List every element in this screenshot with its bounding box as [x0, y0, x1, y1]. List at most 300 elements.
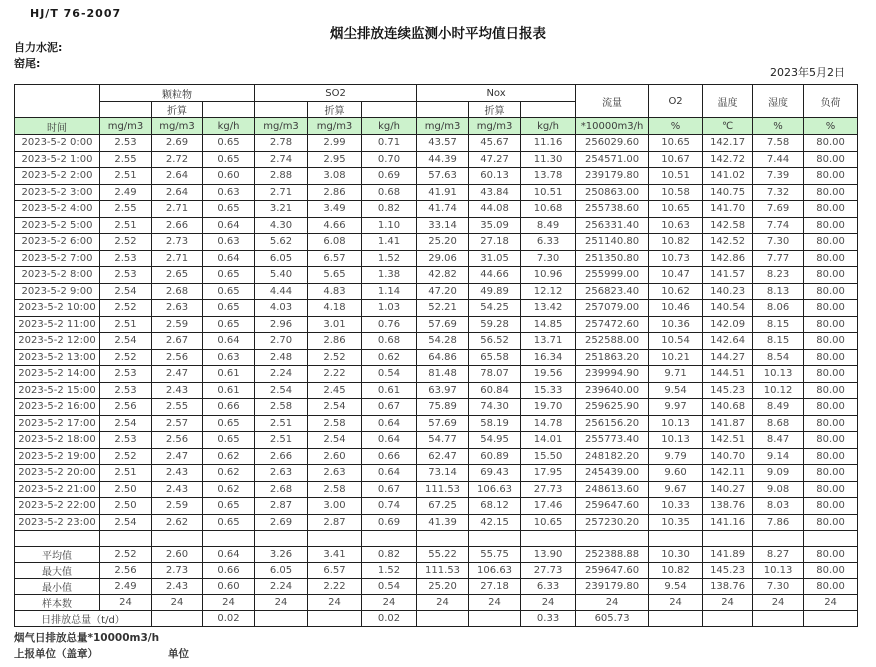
summary-value-cell: 24 — [469, 595, 521, 611]
value-cell: 1.52 — [362, 250, 417, 267]
header-group-row — [15, 85, 858, 102]
value-cell: 2.50 — [100, 498, 152, 515]
value-cell: 10.67 — [649, 151, 703, 168]
value-cell: 2.51 — [255, 432, 308, 449]
table-row — [15, 481, 858, 498]
value-cell: 142.11 — [703, 465, 753, 482]
value-cell: 54.25 — [469, 300, 521, 317]
summary-value-cell: 6.33 — [521, 579, 576, 595]
value-cell: 141.70 — [703, 201, 753, 218]
summary-value-cell: 239179.80 — [576, 579, 649, 595]
value-cell: 239179.80 — [576, 168, 649, 185]
unit-cell: ℃ — [703, 118, 753, 135]
value-cell: 8.49 — [521, 217, 576, 234]
value-cell: 25.20 — [417, 234, 469, 251]
summary-value-cell: 24 — [362, 595, 417, 611]
value-cell: 0.65 — [203, 514, 255, 531]
time-cell: 2023-5-2 8:00 — [15, 267, 100, 284]
value-cell: 2.71 — [152, 250, 203, 267]
value-cell: 9.09 — [753, 465, 804, 482]
value-cell: 10.68 — [521, 201, 576, 218]
value-cell: 248613.60 — [576, 481, 649, 498]
summary-value-cell: 24 — [203, 595, 255, 611]
value-cell: 2.60 — [308, 448, 362, 465]
value-cell: 57.69 — [417, 316, 469, 333]
value-cell: 2.73 — [152, 234, 203, 251]
value-cell: 2.86 — [308, 333, 362, 350]
value-cell: 8.47 — [753, 432, 804, 449]
value-cell: 0.62 — [203, 481, 255, 498]
so2-converted-header: 折算 — [308, 102, 362, 118]
table-row — [15, 250, 858, 267]
value-cell: 2.74 — [255, 151, 308, 168]
value-cell: 4.18 — [308, 300, 362, 317]
value-cell: 2.24 — [255, 366, 308, 383]
value-cell: 80.00 — [804, 201, 858, 218]
value-cell: 2.51 — [100, 465, 152, 482]
value-cell: 245439.00 — [576, 465, 649, 482]
value-cell: 2.64 — [152, 168, 203, 185]
value-cell: 17.46 — [521, 498, 576, 515]
pm-group-header: 颗粒物 — [100, 85, 255, 102]
time-cell: 2023-5-2 15:00 — [15, 382, 100, 399]
standard-number: HJ/T 76-2007 — [30, 7, 122, 20]
summary-value-cell: 24 — [521, 595, 576, 611]
daily-total-cell — [152, 611, 203, 627]
summary-row — [15, 547, 858, 563]
value-cell: 141.02 — [703, 168, 753, 185]
value-cell: 0.63 — [203, 349, 255, 366]
table-row — [15, 201, 858, 218]
value-cell: 9.14 — [753, 448, 804, 465]
value-cell: 0.74 — [362, 498, 417, 515]
value-cell: 2.69 — [255, 514, 308, 531]
unit-label: 单位 — [168, 648, 189, 660]
summary-value-cell: 24 — [417, 595, 469, 611]
value-cell: 250863.00 — [576, 184, 649, 201]
daily-total-cell — [469, 611, 521, 627]
value-cell: 0.67 — [362, 399, 417, 416]
empty-cell — [308, 531, 362, 547]
value-cell: 10.65 — [649, 135, 703, 152]
value-cell: 2.63 — [308, 465, 362, 482]
value-cell: 0.65 — [203, 432, 255, 449]
value-cell: 9.97 — [649, 399, 703, 416]
time-cell: 2023-5-2 11:00 — [15, 316, 100, 333]
o2-header: O2 — [649, 85, 703, 118]
value-cell: 81.48 — [417, 366, 469, 383]
value-cell: 10.13 — [649, 415, 703, 432]
time-cell: 2023-5-2 4:00 — [15, 201, 100, 218]
value-cell: 2.53 — [100, 382, 152, 399]
value-cell: 2.52 — [100, 234, 152, 251]
value-cell: 2.58 — [308, 481, 362, 498]
summary-value-cell: 55.22 — [417, 547, 469, 563]
value-cell: 54.28 — [417, 333, 469, 350]
value-cell: 1.38 — [362, 267, 417, 284]
empty-cell — [100, 102, 152, 118]
value-cell: 45.67 — [469, 135, 521, 152]
value-cell: 251863.20 — [576, 349, 649, 366]
value-cell: 2.55 — [100, 201, 152, 218]
value-cell: 0.64 — [362, 465, 417, 482]
value-cell: 2.51 — [100, 168, 152, 185]
empty-cell — [649, 531, 703, 547]
value-cell: 8.06 — [753, 300, 804, 317]
reporting-unit-label: 上报单位（盖章） — [14, 648, 98, 660]
value-cell: 3.01 — [308, 316, 362, 333]
value-cell: 2.51 — [100, 217, 152, 234]
time-cell: 2023-5-2 1:00 — [15, 151, 100, 168]
value-cell: 15.50 — [521, 448, 576, 465]
value-cell: 41.39 — [417, 514, 469, 531]
value-cell: 80.00 — [804, 382, 858, 399]
summary-value-cell: 10.30 — [649, 547, 703, 563]
unit-cell: mg/m3 — [308, 118, 362, 135]
summary-value-cell: 141.89 — [703, 547, 753, 563]
value-cell: 142.17 — [703, 135, 753, 152]
value-cell: 64.86 — [417, 349, 469, 366]
summary-value-cell: 24 — [100, 595, 152, 611]
summary-value-cell: 0.66 — [203, 563, 255, 579]
monitoring-table — [14, 84, 858, 627]
value-cell: 2.53 — [100, 267, 152, 284]
value-cell: 0.76 — [362, 316, 417, 333]
value-cell: 2.78 — [255, 135, 308, 152]
value-cell: 80.00 — [804, 168, 858, 185]
daily-total-cell: 0.02 — [362, 611, 417, 627]
value-cell: 0.60 — [203, 168, 255, 185]
value-cell: 7.77 — [753, 250, 804, 267]
summary-value-cell: 80.00 — [804, 547, 858, 563]
value-cell: 12.12 — [521, 283, 576, 300]
table-row — [15, 432, 858, 449]
value-cell: 142.09 — [703, 316, 753, 333]
summary-row — [15, 595, 858, 611]
empty-cell — [753, 531, 804, 547]
summary-value-cell: 2.22 — [308, 579, 362, 595]
value-cell: 1.14 — [362, 283, 417, 300]
summary-label: 最大值 — [15, 563, 100, 579]
value-cell: 10.63 — [649, 217, 703, 234]
summary-value-cell: 55.75 — [469, 547, 521, 563]
time-cell: 2023-5-2 21:00 — [15, 481, 100, 498]
daily-total-row — [15, 611, 858, 627]
summary-value-cell: 8.27 — [753, 547, 804, 563]
flue-gas-total-note: 烟气日排放总量*10000m3/h — [14, 632, 160, 644]
value-cell: 140.27 — [703, 481, 753, 498]
summary-value-cell: 3.26 — [255, 547, 308, 563]
value-cell: 59.28 — [469, 316, 521, 333]
value-cell: 2.43 — [152, 481, 203, 498]
value-cell: 0.69 — [362, 168, 417, 185]
value-cell: 80.00 — [804, 234, 858, 251]
daily-total-cell — [753, 611, 804, 627]
value-cell: 0.67 — [362, 481, 417, 498]
value-cell: 43.84 — [469, 184, 521, 201]
summary-value-cell: 252388.88 — [576, 547, 649, 563]
value-cell: 7.44 — [753, 151, 804, 168]
value-cell: 142.72 — [703, 151, 753, 168]
summary-value-cell: 2.24 — [255, 579, 308, 595]
value-cell: 0.63 — [203, 234, 255, 251]
value-cell: 19.70 — [521, 399, 576, 416]
table-row — [15, 448, 858, 465]
value-cell: 140.75 — [703, 184, 753, 201]
value-cell: 2.67 — [152, 333, 203, 350]
value-cell: 58.19 — [469, 415, 521, 432]
value-cell: 80.00 — [804, 448, 858, 465]
value-cell: 10.21 — [649, 349, 703, 366]
value-cell: 2.54 — [308, 432, 362, 449]
load-header: 负荷 — [804, 85, 858, 118]
value-cell: 239994.90 — [576, 366, 649, 383]
time-header: 时间 — [15, 118, 100, 135]
time-cell: 2023-5-2 20:00 — [15, 465, 100, 482]
empty-cell — [15, 531, 100, 547]
value-cell: 54.77 — [417, 432, 469, 449]
unit-cell: mg/m3 — [469, 118, 521, 135]
table-row — [15, 382, 858, 399]
summary-value-cell: 0.54 — [362, 579, 417, 595]
value-cell: 7.30 — [521, 250, 576, 267]
value-cell: 4.83 — [308, 283, 362, 300]
value-cell: 141.87 — [703, 415, 753, 432]
value-cell: 2.88 — [255, 168, 308, 185]
value-cell: 7.30 — [753, 234, 804, 251]
empty-cell — [203, 531, 255, 547]
value-cell: 2.43 — [152, 465, 203, 482]
value-cell: 35.09 — [469, 217, 521, 234]
time-cell: 2023-5-2 23:00 — [15, 514, 100, 531]
empty-cell — [417, 531, 469, 547]
value-cell: 5.40 — [255, 267, 308, 284]
summary-value-cell: 7.30 — [753, 579, 804, 595]
unit-cell: mg/m3 — [152, 118, 203, 135]
summary-value-cell: 2.43 — [152, 579, 203, 595]
value-cell: 2.99 — [308, 135, 362, 152]
summary-value-cell: 24 — [804, 595, 858, 611]
time-cell: 2023-5-2 5:00 — [15, 217, 100, 234]
summary-value-cell: 24 — [753, 595, 804, 611]
empty-cell — [521, 102, 576, 118]
value-cell: 10.33 — [649, 498, 703, 515]
value-cell: 10.12 — [753, 382, 804, 399]
summary-value-cell: 10.82 — [649, 563, 703, 579]
summary-value-cell: 27.18 — [469, 579, 521, 595]
value-cell: 7.74 — [753, 217, 804, 234]
empty-cell — [469, 531, 521, 547]
unit-cell: kg/h — [362, 118, 417, 135]
time-cell: 2023-5-2 13:00 — [15, 349, 100, 366]
daily-total-cell — [649, 611, 703, 627]
value-cell: 78.07 — [469, 366, 521, 383]
summary-value-cell: 106.63 — [469, 563, 521, 579]
value-cell: 9.67 — [649, 481, 703, 498]
value-cell: 2.59 — [152, 316, 203, 333]
value-cell: 29.06 — [417, 250, 469, 267]
value-cell: 47.20 — [417, 283, 469, 300]
empty-cell — [417, 102, 469, 118]
value-cell: 8.68 — [753, 415, 804, 432]
value-cell: 2.45 — [308, 382, 362, 399]
value-cell: 10.36 — [649, 316, 703, 333]
value-cell: 2.66 — [255, 448, 308, 465]
empty-cell — [362, 102, 417, 118]
value-cell: 259625.90 — [576, 399, 649, 416]
value-cell: 0.68 — [362, 184, 417, 201]
nox-converted-header: 折算 — [469, 102, 521, 118]
value-cell: 80.00 — [804, 399, 858, 416]
value-cell: 10.13 — [649, 432, 703, 449]
value-cell: 1.03 — [362, 300, 417, 317]
value-cell: 54.95 — [469, 432, 521, 449]
value-cell: 8.54 — [753, 349, 804, 366]
value-cell: 8.03 — [753, 498, 804, 515]
value-cell: 0.62 — [362, 349, 417, 366]
value-cell: 74.30 — [469, 399, 521, 416]
value-cell: 2.56 — [100, 399, 152, 416]
summary-value-cell: 9.54 — [649, 579, 703, 595]
value-cell: 80.00 — [804, 300, 858, 317]
value-cell: 80.00 — [804, 432, 858, 449]
value-cell: 0.65 — [203, 283, 255, 300]
value-cell: 10.62 — [649, 283, 703, 300]
value-cell: 2.47 — [152, 448, 203, 465]
value-cell: 1.10 — [362, 217, 417, 234]
value-cell: 2.52 — [308, 349, 362, 366]
value-cell: 254571.00 — [576, 151, 649, 168]
value-cell: 10.82 — [649, 234, 703, 251]
value-cell: 140.23 — [703, 283, 753, 300]
value-cell: 4.44 — [255, 283, 308, 300]
value-cell: 2.52 — [100, 300, 152, 317]
value-cell: 257079.00 — [576, 300, 649, 317]
value-cell: 14.01 — [521, 432, 576, 449]
value-cell: 138.76 — [703, 498, 753, 515]
summary-label: 平均值 — [15, 547, 100, 563]
value-cell: 0.69 — [362, 514, 417, 531]
value-cell: 2.69 — [152, 135, 203, 152]
table-row — [15, 217, 858, 234]
value-cell: 8.23 — [753, 267, 804, 284]
value-cell: 2.22 — [308, 366, 362, 383]
value-cell: 0.64 — [203, 333, 255, 350]
summary-value-cell: 24 — [152, 595, 203, 611]
value-cell: 2.43 — [152, 382, 203, 399]
empty-cell — [804, 531, 858, 547]
value-cell: 8.15 — [753, 333, 804, 350]
value-cell: 8.15 — [753, 316, 804, 333]
summary-value-cell: 27.73 — [521, 563, 576, 579]
value-cell: 0.65 — [203, 498, 255, 515]
daily-total-cell — [804, 611, 858, 627]
value-cell: 256823.40 — [576, 283, 649, 300]
value-cell: 2.56 — [152, 432, 203, 449]
value-cell: 2.54 — [255, 382, 308, 399]
summary-value-cell: 25.20 — [417, 579, 469, 595]
value-cell: 256331.40 — [576, 217, 649, 234]
value-cell: 142.52 — [703, 234, 753, 251]
summary-value-cell: 24 — [255, 595, 308, 611]
summary-value-cell: 138.76 — [703, 579, 753, 595]
value-cell: 142.64 — [703, 333, 753, 350]
value-cell: 44.39 — [417, 151, 469, 168]
value-cell: 2.53 — [100, 250, 152, 267]
value-cell: 10.54 — [649, 333, 703, 350]
value-cell: 11.30 — [521, 151, 576, 168]
value-cell: 0.66 — [203, 399, 255, 416]
summary-rows — [15, 531, 858, 627]
value-cell: 251140.80 — [576, 234, 649, 251]
value-cell: 67.25 — [417, 498, 469, 515]
value-cell: 44.08 — [469, 201, 521, 218]
value-cell: 0.62 — [203, 448, 255, 465]
value-cell: 80.00 — [804, 349, 858, 366]
company-label: 自力水泥: — [14, 41, 63, 54]
value-cell: 252588.00 — [576, 333, 649, 350]
value-cell: 0.62 — [203, 465, 255, 482]
value-cell: 80.00 — [804, 415, 858, 432]
value-cell: 80.00 — [804, 333, 858, 350]
value-cell: 68.12 — [469, 498, 521, 515]
daily-total-cell — [255, 611, 308, 627]
value-cell: 6.33 — [521, 234, 576, 251]
value-cell: 2.59 — [152, 498, 203, 515]
value-cell: 27.73 — [521, 481, 576, 498]
value-cell: 15.33 — [521, 382, 576, 399]
value-cell: 256156.20 — [576, 415, 649, 432]
value-cell: 142.51 — [703, 432, 753, 449]
summary-value-cell: 3.41 — [308, 547, 362, 563]
value-cell: 80.00 — [804, 135, 858, 152]
value-cell: 2.54 — [100, 514, 152, 531]
value-cell: 144.27 — [703, 349, 753, 366]
value-cell: 2.51 — [255, 415, 308, 432]
value-cell: 0.65 — [203, 300, 255, 317]
value-cell: 31.05 — [469, 250, 521, 267]
value-cell: 16.34 — [521, 349, 576, 366]
value-cell: 13.42 — [521, 300, 576, 317]
table-row — [15, 349, 858, 366]
value-cell: 255773.40 — [576, 432, 649, 449]
summary-label: 最小值 — [15, 579, 100, 595]
value-cell: 2.53 — [100, 366, 152, 383]
value-cell: 2.58 — [308, 415, 362, 432]
unit-cell: mg/m3 — [417, 118, 469, 135]
data-rows — [15, 135, 858, 531]
time-cell: 2023-5-2 16:00 — [15, 399, 100, 416]
value-cell: 0.65 — [203, 316, 255, 333]
value-cell: 2.68 — [152, 283, 203, 300]
value-cell: 2.64 — [152, 184, 203, 201]
value-cell: 2.48 — [255, 349, 308, 366]
page-title: 烟尘排放连续监测小时平均值日报表 — [330, 26, 546, 42]
value-cell: 9.08 — [753, 481, 804, 498]
value-cell: 2.53 — [100, 135, 152, 152]
empty-cell — [100, 531, 152, 547]
value-cell: 4.30 — [255, 217, 308, 234]
value-cell: 19.56 — [521, 366, 576, 383]
value-cell: 0.61 — [203, 366, 255, 383]
value-cell: 49.89 — [469, 283, 521, 300]
value-cell: 2.50 — [100, 481, 152, 498]
value-cell: 239640.00 — [576, 382, 649, 399]
summary-value-cell: 0.64 — [203, 547, 255, 563]
value-cell: 255738.60 — [576, 201, 649, 218]
daily-total-cell: 0.33 — [521, 611, 576, 627]
time-cell: 2023-5-2 12:00 — [15, 333, 100, 350]
